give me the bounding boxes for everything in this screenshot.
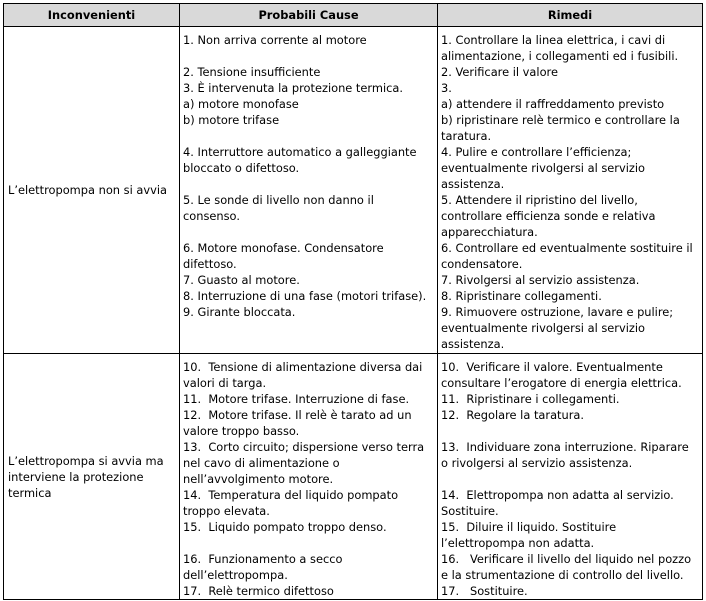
- blank-line: [183, 48, 434, 64]
- remedy-line: 3.: [441, 81, 452, 95]
- cause-line: 11. Motore trifase. Interruzione di fase.: [183, 392, 410, 406]
- remedies-cell: [438, 354, 703, 600]
- troubleshooting-table: [3, 3, 703, 600]
- remedy-line: 16. Verificare il livello del liquido nel pozzo: [441, 552, 692, 566]
- remedy-line: assistenza.: [441, 177, 505, 191]
- remedy-line: controllare efficienza sonde e relativa: [441, 209, 656, 223]
- remedy-line: 8. Ripristinare collegamenti.: [441, 289, 602, 303]
- causes-cell: [180, 354, 438, 600]
- remedy-line: 13. Individuare zona interruzione. Riparare: [441, 440, 689, 454]
- remedy-line: 2. Verificare il valore: [441, 65, 558, 79]
- table-row: [4, 354, 703, 600]
- remedy-line: 7. Rivolgersi al servizio assistenza.: [441, 273, 640, 287]
- cause-line: 15. Liquido pompato troppo denso.: [183, 520, 387, 534]
- header-probabili-cause: Probabili Cause: [180, 4, 438, 27]
- remedy-line: 11. Ripristinare i collegamenti.: [441, 392, 620, 406]
- cause-line: valori di targa.: [183, 376, 267, 390]
- cause-line: bloccato o difettoso.: [183, 161, 300, 175]
- remedy-line: 12. Regolare la taratura.: [441, 408, 585, 422]
- remedy-line: 15. Diluire il liquido. Sostituire: [441, 520, 617, 534]
- cause-line: 3. È intervenuta la protezione termica.: [183, 81, 404, 95]
- cause-line: 9. Girante bloccata.: [183, 305, 296, 319]
- causes-cell: [180, 27, 438, 354]
- problem-cell: L’elettropompa non si avvia: [4, 27, 180, 354]
- blank-line: [183, 128, 434, 144]
- cause-line: 2. Tensione insufficiente: [183, 65, 321, 79]
- blank-line: [441, 471, 699, 487]
- remedy-line: 10. Verificare il valore. Eventualmente: [441, 360, 663, 374]
- blank-line: [183, 535, 434, 551]
- table-row: [4, 27, 703, 354]
- problem-cell: L’elettropompa si avvia ma interviene la protezione termica: [4, 354, 180, 600]
- cause-line: 8. Interruzione di una fase (motori trifase).: [183, 289, 427, 303]
- header-inconvenienti: Inconvenienti: [4, 4, 180, 27]
- cause-line: 16. Funzionamento a secco: [183, 552, 343, 566]
- cause-line: 12. Motore trifase. Il relè è tarato ad un: [183, 408, 412, 422]
- remedy-line: o rivolgersi al servizio assistenza.: [441, 456, 633, 470]
- cause-line: dell’elettropompa.: [183, 568, 288, 582]
- remedy-line: e la strumentazione di controllo del livello.: [441, 568, 684, 582]
- blank-line: [183, 224, 434, 240]
- remedy-line: condensatore.: [441, 257, 523, 271]
- remedy-line: eventualmente rivolgersi al servizio: [441, 161, 645, 175]
- cause-line: nel cavo di alimentazione o: [183, 456, 340, 470]
- cause-line: 13. Corto circuito; dispersione verso terra: [183, 440, 425, 454]
- cause-line: troppo elevata.: [183, 504, 270, 518]
- remedy-line: 14. Elettropompa non adatta al servizio.: [441, 488, 674, 502]
- remedy-line: 17. Sostituire.: [441, 584, 528, 598]
- cause-line: 14. Temperatura del liquido pompato: [183, 488, 399, 502]
- cause-line: consenso.: [183, 209, 240, 223]
- remedy-line: assistenza.: [441, 337, 505, 351]
- cause-line: 6. Motore monofase. Condensatore: [183, 241, 384, 255]
- remedies-cell: [438, 27, 703, 354]
- cause-line: valore troppo basso.: [183, 424, 300, 438]
- cause-line: 17. Relè termico difettoso: [183, 584, 334, 598]
- cause-line: a) motore monofase: [183, 97, 299, 111]
- cause-line: 4. Interruttore automatico a galleggiante: [183, 145, 417, 159]
- cause-line: nell’avvolgimento motore.: [183, 472, 334, 486]
- remedy-line: taratura.: [441, 129, 492, 143]
- remedy-line: 1. Controllare la linea elettrica, i cavi di: [441, 33, 666, 47]
- cause-line: 1. Non arriva corrente al motore: [183, 33, 367, 47]
- remedy-line: apparecchiatura.: [441, 225, 538, 239]
- cause-line: 10. Tensione di alimentazione diversa dai: [183, 360, 423, 374]
- remedy-line: consultare l’erogatore di energia elettrica.: [441, 376, 682, 390]
- header-rimedi: Rimedi: [438, 4, 703, 27]
- remedy-line: 9. Rimuovere ostruzione, lavare e pulire;: [441, 305, 674, 319]
- cause-line: 7. Guasto al motore.: [183, 273, 300, 287]
- remedy-line: 6. Controllare ed eventualmente sostituire il: [441, 241, 693, 255]
- cause-line: difettoso.: [183, 257, 237, 271]
- remedy-line: b) ripristinare relè termico e controllare la: [441, 113, 680, 127]
- blank-line: [183, 176, 434, 192]
- remedy-line: 5. Attendere il ripristino del livello,: [441, 193, 638, 207]
- header-row: [4, 4, 703, 27]
- remedy-line: l’elettropompa non adatta.: [441, 536, 595, 550]
- remedy-line: eventualmente rivolgersi al servizio: [441, 321, 645, 335]
- cause-line: 5. Le sonde di livello non danno il: [183, 193, 374, 207]
- remedy-line: 4. Pulire e controllare l’efficienza;: [441, 145, 632, 159]
- cause-line: b) motore trifase: [183, 113, 280, 127]
- remedy-line: a) attendere il raffreddamento previsto: [441, 97, 665, 111]
- blank-line: [441, 423, 699, 439]
- remedy-line: Sostituire.: [441, 504, 499, 518]
- remedy-line: alimentazione, i collegamenti ed i fusibili.: [441, 49, 679, 63]
